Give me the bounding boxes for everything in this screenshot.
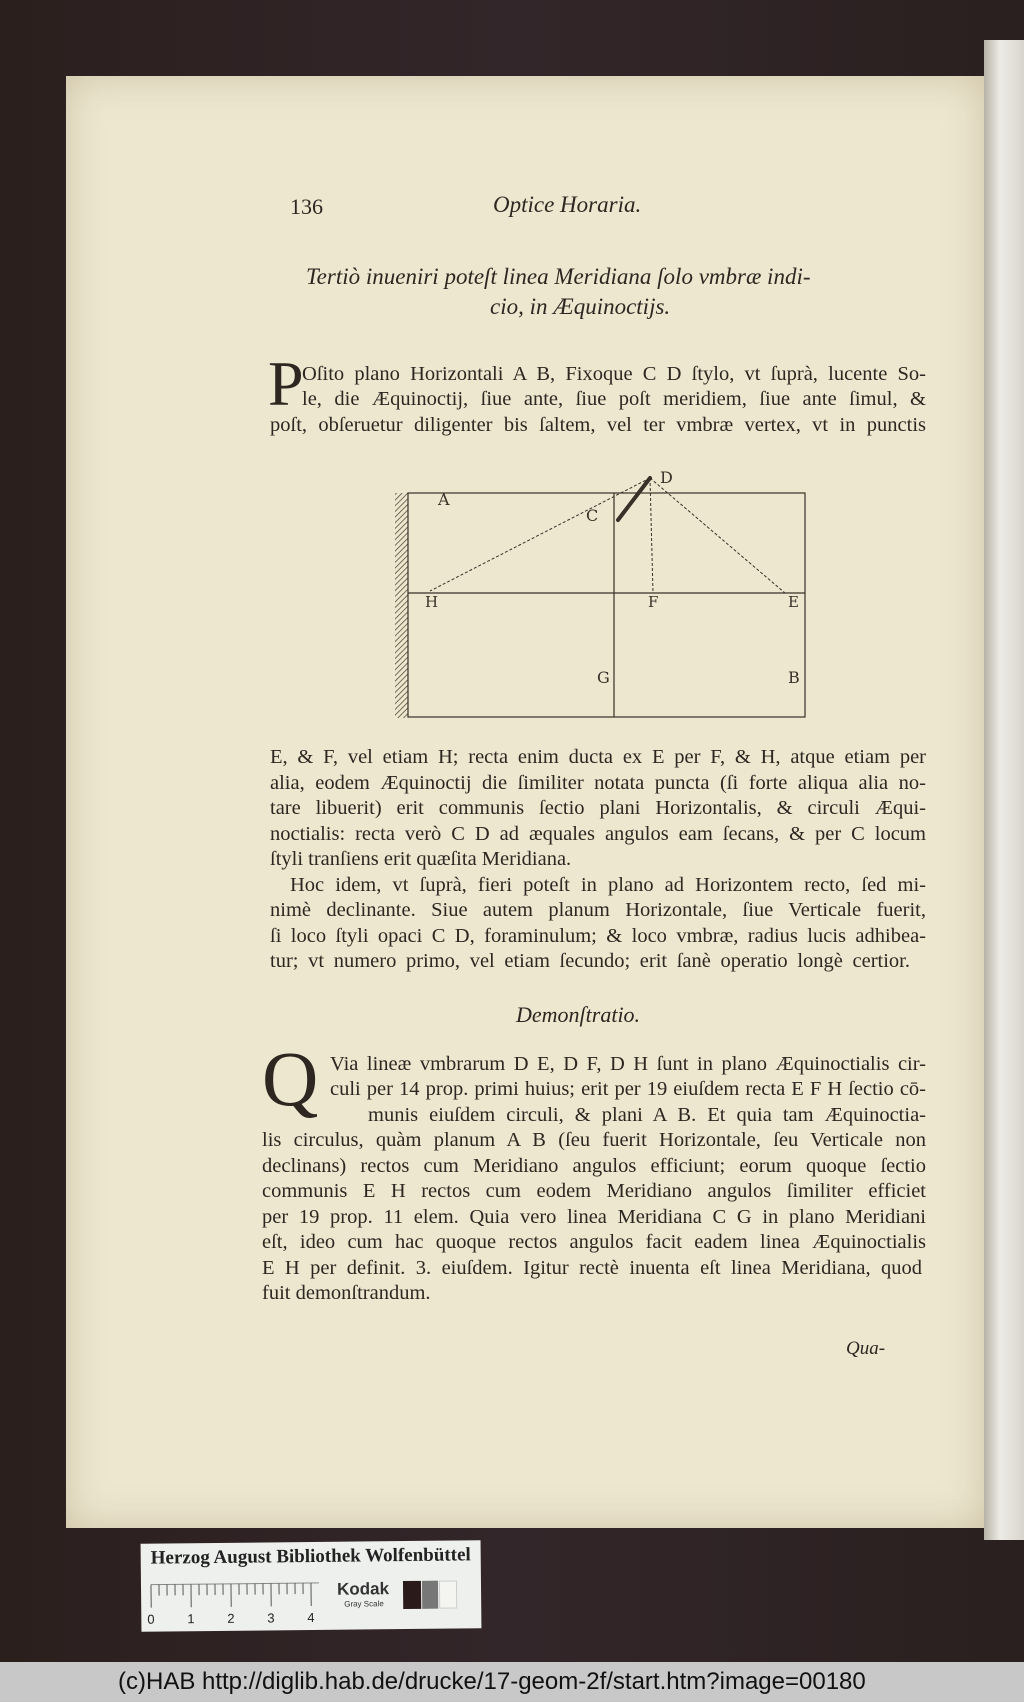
text-line: nimè declinante. Siue autem planum Horizontale, ſiue Verticale fuerit,: [270, 899, 926, 921]
text-line: Hoc idem, vt ſuprà, fieri poteſt in plano ad Horizontem recto, ſed mi-: [290, 874, 926, 896]
text-line: E, & F, vel etiam H; recta enim ducta ex E per F, & H, atque etiam per: [270, 746, 926, 768]
text-line: Via lineæ vmbrarum D E, D F, D H ſunt in plano Æquinoctialis cir-: [330, 1053, 926, 1075]
page-number: 136: [290, 194, 323, 219]
scale-3: 3: [267, 1610, 275, 1626]
text-line: eſt, ideo cum hac quoque rectos angulos facit eadem linea Æquinoctialis: [262, 1231, 926, 1253]
text-line: munis eiuſdem circuli, & plani A B. Et quia tam Æquinoctia-: [368, 1104, 926, 1126]
text-line: Oſito plano Horizontali A B, Fixoque C D ſtylo, vt ſuprà, lucente So-: [302, 363, 926, 385]
text-line: tare libuerit) erit communis ſectio plani Horizontalis, & circuli Æqui-: [270, 797, 926, 819]
catchword: Qua-: [846, 1338, 886, 1359]
label-h: H: [425, 593, 439, 611]
copyright-footer: (c)HAB http://diglib.hab.de/drucke/17-geom-2f/start.htm?image=00180: [0, 1662, 1024, 1702]
text-line: E H per definit. 3. eiuſdem. Igitur rectè inuenta eſt linea Meridiana, quod: [262, 1257, 922, 1279]
label-d: D: [660, 468, 673, 487]
text-line: noctialis: recta verò C D ad æquales angulos eam ſecans, & per C locum: [270, 823, 926, 845]
section-title-line-2: cio, in Æquinoctijs.: [490, 294, 671, 319]
kodak-logo: Kodak: [336, 1579, 390, 1599]
stylus-cd: [618, 478, 650, 520]
text-line: per 19 prop. 11 elem. Quia vero linea Meridiana C G in plano Meridiani: [262, 1206, 926, 1228]
gray-patch-mid: [422, 1581, 438, 1609]
text-line: alia, eodem Æquinoctij die ſimiliter notata puncta (ſi forte aliqua alia no-: [270, 772, 926, 794]
label-a: A: [438, 490, 450, 509]
shadow-df: [650, 478, 653, 593]
wall-hatching: [395, 493, 408, 718]
label-g: G: [597, 668, 610, 687]
running-title: Optice Horaria.: [493, 192, 642, 217]
drop-cap-q: Q: [262, 1035, 319, 1122]
gray-patch-black: [403, 1581, 421, 1609]
scale-2: 2: [227, 1610, 235, 1626]
text-line: poſt, obſeruetur diligenter bis ſaltem, vel ter vmbræ vertex, vt in punctis: [270, 414, 926, 436]
gray-patch-white: [439, 1580, 457, 1608]
text-line: declinans) rectos cum Meridiano angulos efficiunt; eorum quoque ſectio: [262, 1155, 926, 1177]
section-title-line-1: Tertiò inueniri poteſt linea Meridiana ſolo vmbræ indi-: [306, 264, 811, 289]
scale-4: 4: [307, 1609, 315, 1626]
text-line: fuit demonſtrandum.: [262, 1282, 431, 1304]
drop-cap-p: P: [268, 348, 304, 419]
institution-name: Herzog August Bibliothek Wolfenbüttel: [150, 1544, 471, 1569]
scale-0: 0: [147, 1611, 155, 1627]
label-f: F: [648, 593, 659, 611]
text-line: tur; vt numero primo, vel etiam ſecundo; erit ſanè operatio longè certior.: [270, 950, 910, 972]
label-b: B: [788, 668, 800, 687]
label-c: C: [586, 506, 599, 525]
next-page-edge: [984, 40, 1024, 1540]
scale-1: 1: [187, 1611, 195, 1627]
shadow-de: [650, 478, 785, 593]
shadow-dh: [430, 478, 650, 591]
gray-scale-caption: Gray Scale: [344, 1599, 384, 1609]
text-line: ſtyli tranſiens erit quæſita Meridiana.: [270, 848, 572, 870]
text-line: communis E H rectos cum eodem Meridiano angulos ſimiliter efficiet: [262, 1180, 926, 1202]
sundial-diagram: [390, 465, 830, 725]
ruler-icon: [149, 1582, 329, 1614]
text-line: ſi loco ſtyli opaci C D, foraminulum; & loco vmbræ, radius lucis adhibea-: [270, 925, 926, 947]
demonstratio-heading: Demonſtratio.: [516, 1002, 641, 1027]
text-line: lis circulus, quàm planum A B (ſeu fuerit Horizontale, ſeu Verticale non: [262, 1129, 926, 1151]
color-scale-label: [141, 1540, 482, 1632]
text-line: le, die Æquinoctij, ſiue ante, ſiue poſt meridiem, ſiue ante ſimul, &: [302, 388, 926, 410]
label-e: E: [788, 593, 799, 611]
text-line: culi per 14 prop. primi huius; erit per 19 eiuſdem recta E F H ſectio cō-: [330, 1078, 926, 1100]
